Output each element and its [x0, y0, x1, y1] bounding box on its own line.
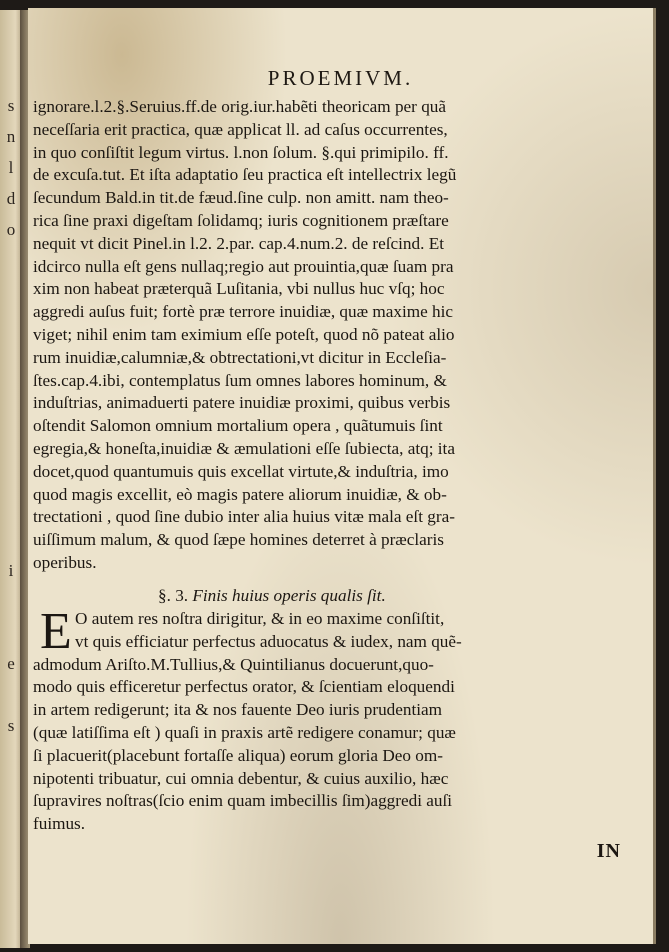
text-line: in quo conſiſtit legum virtus. l.non ſolum. §.qui primipilo. ff.	[33, 142, 449, 162]
margin-letter	[2, 524, 20, 555]
section-text-line: nipotenti tribuatur, cui omnia debentur, & cuius auxilio, hæc	[33, 768, 449, 788]
section-number: §. 3.	[158, 586, 189, 605]
section-text-line: ſi placuerit(placebunt fortaſſe aliqua) eorum gloria Deo om-	[33, 745, 443, 765]
margin-letter: n	[6, 127, 16, 146]
previous-page-edge	[0, 10, 22, 948]
book-page	[28, 8, 656, 944]
margin-letter: s	[7, 716, 15, 735]
previous-page-margin-letters	[2, 90, 20, 930]
margin-letter: i	[8, 561, 14, 580]
text-line: egregia,& honeſta,inuidiæ & æmulationi eſſe ſubiecta, atq; ita	[33, 438, 455, 458]
margin-letter	[2, 679, 20, 710]
text-line: rum inuidiæ,calumniæ,& obtrectationi,vt dicitur in Eccleſia-	[33, 347, 447, 367]
drop-cap-initial: E	[40, 603, 72, 660]
section-text-line: (quæ latiſſima eſt ) quaſi in praxis artẽ redigere conamur; quæ	[33, 722, 456, 742]
section-heading	[158, 586, 386, 606]
margin-letter	[2, 617, 20, 648]
text-line: aggredi auſus fuit; fortè præ terrore inuidiæ, quæ maxime hic	[33, 302, 454, 322]
margin-letter	[2, 462, 20, 493]
section-text-line: fuimus.	[33, 814, 86, 834]
margin-letter	[2, 431, 20, 462]
text-line: uiſſimum malum, & quod ſæpe homines deterret à præclaris	[33, 530, 444, 550]
margin-letter	[2, 245, 20, 276]
text-line: de excuſa.tut. Et iſta adaptatio ſeu practica eſt intellectrix legũ	[33, 165, 457, 185]
text-line: operibus.	[33, 552, 97, 572]
text-line: ſecundum Bald.in tit.de fæud.ſine culp. non amitt. nam theo-	[33, 188, 449, 208]
margin-letter	[2, 307, 20, 338]
text-line: idcirco nulla eſt gens nullaq;regio aut prouintia,quæ ſuam pra	[33, 256, 454, 276]
margin-letter: s	[7, 96, 15, 115]
text-line: induſtrias, animaduerti patere inuidiæ proximi, quibus verbis	[33, 393, 451, 413]
margin-letter	[2, 369, 20, 400]
text-line: oſtendit Salomon omnium mortalium opera , quãtumuis ſint	[33, 416, 443, 436]
margin-letter: d	[6, 189, 16, 208]
section-text-line: in artem redigerunt; ita & nos fauente Deo iuris prudentiam	[33, 700, 443, 720]
margin-letter	[2, 586, 20, 617]
text-line: rica ſine praxi digeſtam ſolidamq; iuris cognitionem præſtare	[33, 210, 449, 230]
text-line: viget; nihil enim tam eximium eſſe poteſt, quod nõ pateat alio	[33, 324, 455, 344]
body-text	[33, 96, 538, 575]
margin-letter	[2, 276, 20, 307]
section-text-line: modo quis efficeretur perfectus orator, & ſcientiam eloquendi	[33, 677, 455, 697]
text-line: neceſſaria erit practica, quæ applicat ll. ad caſus occurrentes,	[33, 119, 448, 139]
text-line: docet,quod quantumuis quis excellat virtute,& induſtria, imo	[33, 461, 449, 481]
text-line: nequit vt dicit Pinel.in l.2. 2.par. cap.4.num.2. de reſcind. Et	[33, 233, 444, 253]
section-text-line: ſupravires noſtras(ſcio enim quam imbecillis ſim)aggredi auſi	[33, 791, 453, 811]
text-line: ignorare.l.2.§.Seruius.ff.de orig.iur.habẽti theoricam per quã	[33, 97, 447, 116]
section-title: Finis huius operis qualis ſit.	[192, 586, 386, 605]
margin-letter: e	[7, 654, 15, 673]
text-line: ſtes.cap.4.ibi, contemplatus ſum omnes labores hominum, &	[33, 370, 447, 390]
section-text-line: O autem res noſtra dirigitur, & in eo maxime conſiſtit,	[75, 609, 445, 628]
margin-letter: o	[6, 220, 16, 239]
margin-letter: l	[8, 158, 14, 177]
section-text-line: admodum Ariſto.M.Tullius,& Quintilianus docuerunt,quo-	[33, 654, 434, 674]
text-line: xim non habeat præterquã Luſitania, vbi nullus huc vſq; hoc	[33, 279, 445, 299]
text-line: quod magis excellit, eò magis patere aliorum inuidiæ, & ob-	[33, 484, 447, 504]
section-body-text	[33, 603, 538, 836]
margin-letter	[2, 338, 20, 369]
margin-letter	[2, 493, 20, 524]
text-line: trectationi , quod ſine dubio inter alia huius vitæ mala eſt gra-	[33, 507, 455, 527]
margin-letter	[2, 400, 20, 431]
section-text-line: vt quis efficiatur perfectus aduocatus & iudex, nam quẽ-	[75, 631, 462, 651]
running-header: PROEMIVM.	[267, 66, 414, 90]
catchword: IN	[596, 840, 621, 862]
